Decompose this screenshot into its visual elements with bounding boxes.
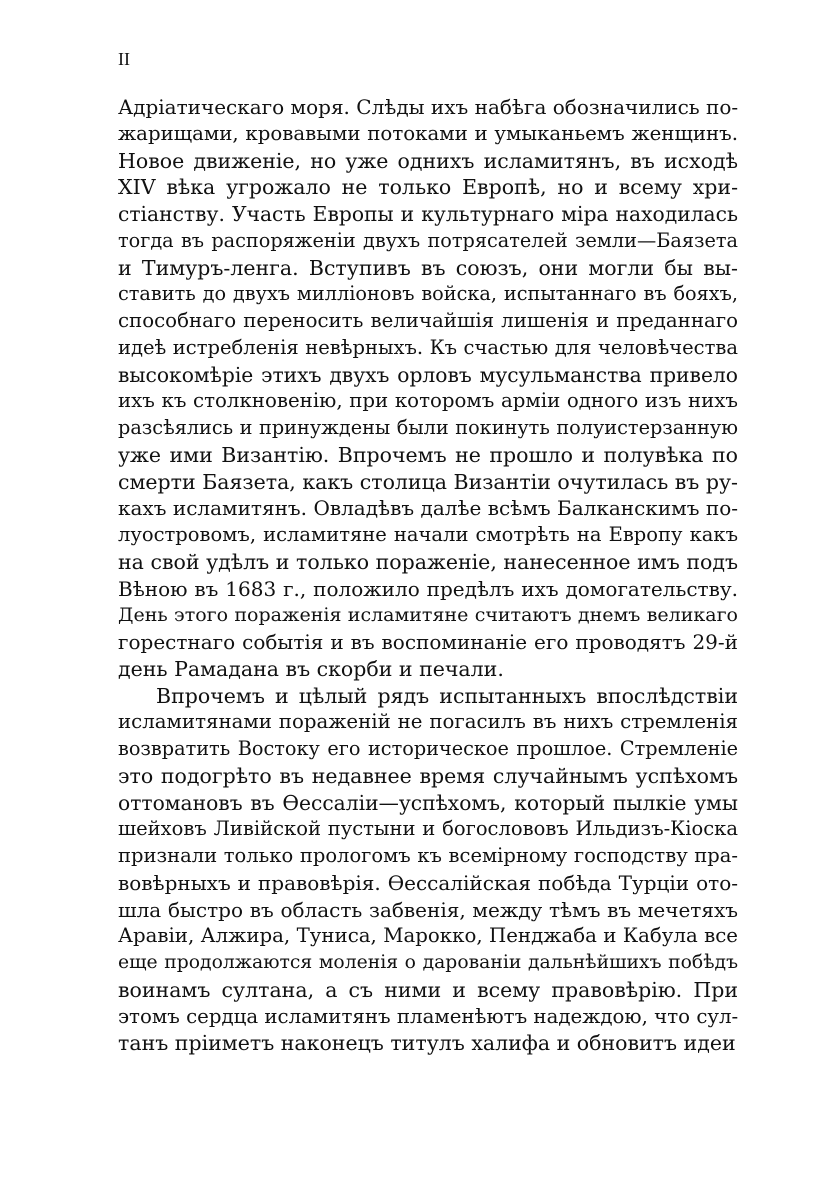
text-line: способнаго переносить величайшія лишенія и преданнаго (118, 309, 738, 332)
text-line: Впрочемъ и цѣлый рядъ испытанныхъ впослѣдствіи (156, 683, 738, 708)
text-line: жарищами, кровавыми потоками и умыканьемъ женщинъ. (118, 121, 738, 145)
text-line: воинамъ султана, а съ ними и всему правовѣрію. При (118, 977, 738, 1002)
text-line: этомъ сердца исламитянъ пламенѣютъ надеждою, что сул- (118, 1004, 739, 1028)
text-line: разсѣялись и принуждены были покинуть полуистерзанную (118, 416, 738, 439)
text-line: шейховъ Ливійской пустыни и богослововъ Ильдизъ-Кіоска (118, 817, 738, 841)
text-line: исламитянами пораженій не погасилъ въ нихъ стремленія (118, 710, 738, 734)
text-line: признали только прологомъ къ всемірному господству пра- (118, 844, 738, 867)
text-line: кахъ исламитянъ. Овладѣвъ далѣе всѣмъ Балканскимъ по- (118, 496, 738, 521)
text-line: ставить до двухъ милліоновъ войска, испытаннаго въ бояхъ, (118, 282, 738, 306)
text-line: уже ими Византію. Впрочемъ не прошло и полувѣка по (118, 442, 738, 467)
page-number: II (118, 49, 130, 69)
text-line: на свой удѣлъ и только пораженіе, нанесенное имъ подъ (118, 549, 738, 574)
text-line: высокомѣріе этихъ двухъ орловъ мусульманства привело (118, 362, 738, 387)
text-line: это подогрѣто въ недавнее время случайнымъ успѣхомъ (118, 763, 738, 788)
body-text (118, 94, 738, 1057)
text-line: шла быстро въ область забвенія, между тѣмъ въ мечетяхъ (118, 897, 738, 922)
text-line: луостровомъ, исламитяне начали смотрѣть на Европу какъ (118, 523, 738, 546)
text-line: ихъ къ столкновенію, при которомъ арміи одного изъ нихъ (118, 389, 738, 413)
paragraph (118, 94, 738, 683)
text-line: стіанству. Участь Европы и культурнаго міра находилась (118, 202, 738, 226)
text-line: вовѣрныхъ и правовѣрія. Ѳессалійская побѣда Турціи ото- (118, 870, 738, 895)
text-line: Вѣною въ 1683 г., положило предѣлъ ихъ домогательству. (118, 576, 738, 601)
text-line: XIV вѣка угрожало не только Европѣ, но и всему хри- (118, 175, 738, 200)
paragraph (118, 683, 738, 1058)
text-line: тогда въ распоряженіи двухъ потрясателей земли—Баязета (118, 228, 738, 252)
text-line: Адріатическаго моря. Слѣды ихъ набѣга обозначились по- (118, 95, 739, 119)
text-line: оттомановъ въ Ѳессаліи—успѣхомъ, который пылкіе умы (118, 790, 738, 815)
text-line: еще продолжаются моленія о дарованіи дальнѣйшихъ побѣдъ (118, 952, 738, 973)
text-line: танъ пріиметъ наконецъ титулъ халифа и обновитъ идеи (118, 1031, 736, 1056)
text-line: горестнаго событія и въ воспоминаніе его проводятъ 29-й (118, 630, 738, 654)
text-line: идеѣ истребленія невѣрныхъ. Къ счастью для человѣчества (118, 335, 738, 359)
text-line: возвратить Востоку его историческое прошлое. Стремленіе (118, 737, 738, 760)
text-line: и Тимуръ-ленга. Вступивъ въ союзъ, они могли бы вы- (118, 255, 738, 280)
text-line: Аравіи, Алжира, Туниса, Марокко, Пенджаба и Кабула все (118, 924, 738, 948)
text-line: День этого пораженія исламитяне считаютъ днемъ великаго (118, 604, 738, 627)
text-line: Новое движеніе, но уже однихъ исламитянъ, въ исходѣ (118, 148, 738, 173)
text-line: день Рамадана въ скорби и печали. (118, 656, 504, 681)
text-line: смерти Баязета, какъ столица Византіи очутилась въ ру- (118, 469, 738, 494)
